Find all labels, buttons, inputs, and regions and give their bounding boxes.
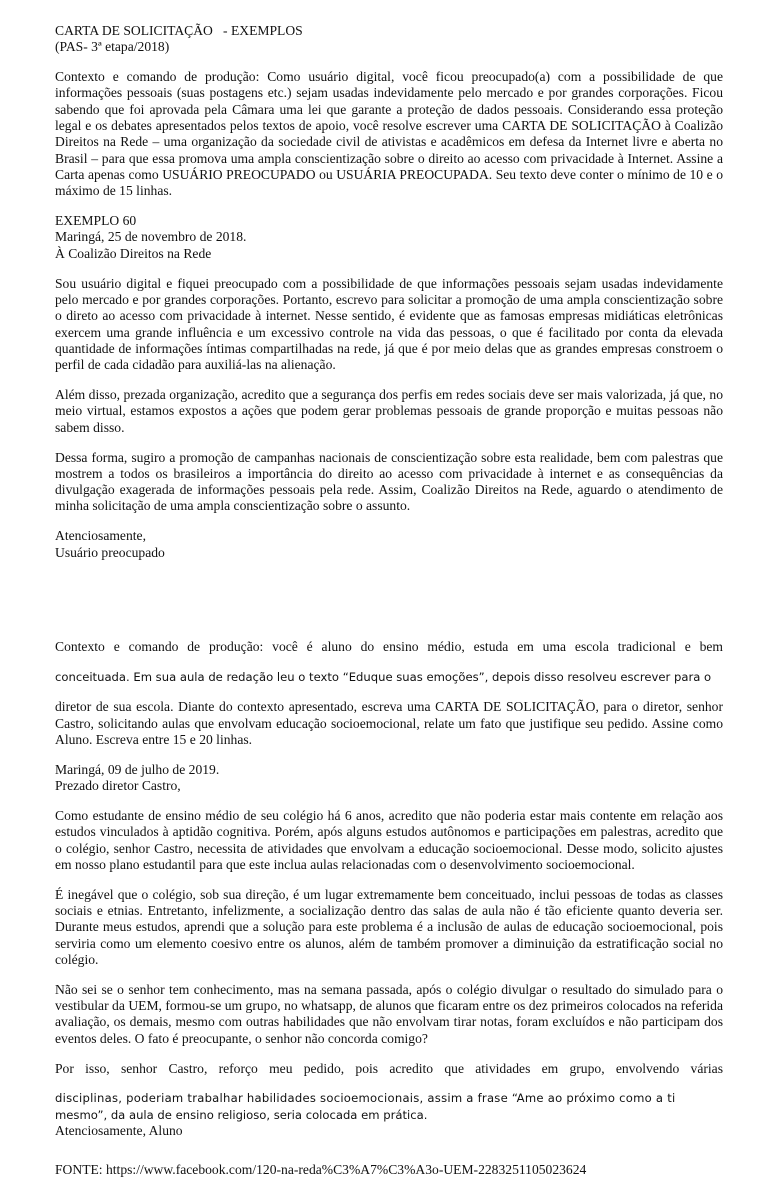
document-page: [55, 23, 723, 1179]
letter-2-paragraph: Não sei se o senhor tem conhecimento, mas na semana passada, após o colégio divulgar o resultado do simulado para o vestibular da UEM, formou-se um grupo, no whatsapp, de alunos que ficaram entre os dez primeiros colocados na referida avaliação, os demais, mesmo com outras habilidades que não envolvam tirar notas, foram excluídos e não participam dos eventos deles. O fato é preocupante, o senhor não concorda comigo?: [55, 981, 723, 1046]
production-context-1: Contexto e comando de produção: Como usuário digital, você ficou preocupado(a) com a possibilidade de que informações pessoais (suas postagens etc.) sejam usadas indevidamente pelo mercado e por grandes corporações. Ficou sabendo que foi aprovada pela Câmara uma lei que garante a proteção de dados pessoais. Considerando essa proteção legal e os debates apresentados pelos textos de apoio, você resolve escrever uma CARTA DE SOLICITAÇÃO à Coalizão Direitos na Rede – uma organização da sociedade civil de ativistas e acadêmicos em defesa da Internet livre e aberta no Brasil – para que essa promova uma ampla conscientização sobre o direito ao acesso com privacidade à Internet. Assine a Carta apenas como USUÁRIO PREOCUPADO ou USUÁRIA PREOCUPADA. Seu texto deve conter o mínimo de 10 e o máximo de 15 linhas.: [55, 69, 723, 199]
letter-2-date: Maringá, 09 de julho de 2019.: [55, 761, 220, 777]
section-spacer: [55, 561, 723, 626]
document-title: CARTA DE SOLICITAÇÃO - EXEMPLOS: [55, 23, 303, 38]
letter-1-date: Maringá, 25 de novembro de 2018.: [55, 229, 247, 245]
letter-2-last-line-1: Por isso, senhor Castro, reforço meu pedido, pois acredito que atividades em grupo, envolvendo várias: [55, 1060, 723, 1076]
letter-2-last-line-2: disciplinas, poderiam trabalhar habilidades socioemocionais, assim a frase “Ame ao próximo como a ti: [55, 1091, 676, 1106]
production-context-2-line-2: conceituada. Em sua aula de redação leu o texto “Eduque suas emoções”, depois disso resolveu escrever para o: [55, 670, 712, 685]
letter-1-paragraph: Sou usuário digital e fiquei preocupado com a possibilidade de que informações pessoais sejam usadas indevidamente pelo mercado e por grandes corporações. Portanto, escrevo para solicitar a promoção de uma ampla conscientização sobre o direto ao acesso com privacidade à internet. Nesse sentido, é evidente que as famosas empresas midiáticas eletrônicas exercem uma grande influência e um excessivo controle na vida das pessoas, o que é facilitado por conta da elevada quantidade de informações íntimas compartilhadas na rede, já que é por meio delas que as grandes empresas constroem o perfil de cada cidadão para auxiliá-las na alienação.: [55, 275, 723, 373]
letter-1-recipient: À Coalizão Direitos na Rede: [55, 245, 212, 261]
production-context-2-line-1: Contexto e comando de produção: você é aluno do ensino médio, estuda em uma escola tradicional e bem: [55, 639, 723, 655]
letter-2-last-line-3: mesmo”, da aula de ensino religioso, seria colocada em prática.: [55, 1107, 428, 1122]
letter-1-paragraph: Além disso, prezada organização, acredito que a segurança dos perfis em redes sociais deve ser mais valorizada, já que, no meio virtual, estamos expostos a ações que podem gerar problemas pessoais de grande proporção e muitas pessoas não sabem disso.: [55, 387, 723, 435]
example-label: EXEMPLO 60: [55, 213, 137, 229]
source-note: FONTE: https://www.facebook.com/120-na-reda%C3%A7%C3%A3o-UEM-2283251105023624: [55, 1162, 587, 1178]
letter-2-salutation: Prezado diretor Castro,: [55, 778, 181, 794]
source-spacer: [55, 1139, 723, 1162]
letter-2-paragraph: É inegável que o colégio, sob sua direção, é um lugar extremamente bem conceituado, inclui pessoas de todas as classes sociais e etnias. Entretanto, infelizmente, a socialização dentro das salas de aula não é tão eficiente quanto deveria ser. Durante meus estudos, aprendi que a solução para este problema é a inclusão de aulas de educação socioemocional, pois serviria como um elemento coesivo entre os alunos, além de também promover a diminuição da estratificação social no colégio.: [55, 886, 723, 967]
letter-1-signature: Usuário preocupado: [55, 544, 165, 560]
letter-1-closing: Atenciosamente,: [55, 528, 146, 544]
letter-2-closing: Atenciosamente, Aluno: [55, 1123, 183, 1139]
letter-1-paragraph: Dessa forma, sugiro a promoção de campanhas nacionais de conscientização sobre esta realidade, bem com palestras que mostrem a todos os brasileiros a importância do direito ao acesso com privacidade à internet e as consequências da divulgação exagerada de informações pessoais pela rede. Assim, Coalizão Direitos na Rede, aguardo o atendimento de minha solicitação de uma ampla conscientização sobre o assunto.: [55, 449, 723, 514]
letter-2-paragraph: Como estudante de ensino médio de seu colégio há 6 anos, acredito que não poderia estar mais contente em relação aos estudos vinculados à aptidão cognitiva. Porém, após alguns estudos autônomos e participações em palestras, acredito que o colégio, senhor Castro, necessita de atividades que envolvam a educação socioemocional. Desse modo, solicito ajustes em nosso plano estudantil para que este inclua aulas relacionadas com o desenvolvimento socioemocional.: [55, 807, 723, 872]
document-subtitle: (PAS- 3ª etapa/2018): [55, 39, 170, 55]
production-context-2-rest: diretor de sua escola. Diante do contexto apresentado, escreva uma CARTA DE SOLICITAÇÃO, para o diretor, senhor Castro, solicitando aulas que envolvam educação socioemocional, relate um fato que justifique seu pedido. Assine como Aluno. Escreva entre 15 e 20 linhas.: [55, 699, 723, 747]
